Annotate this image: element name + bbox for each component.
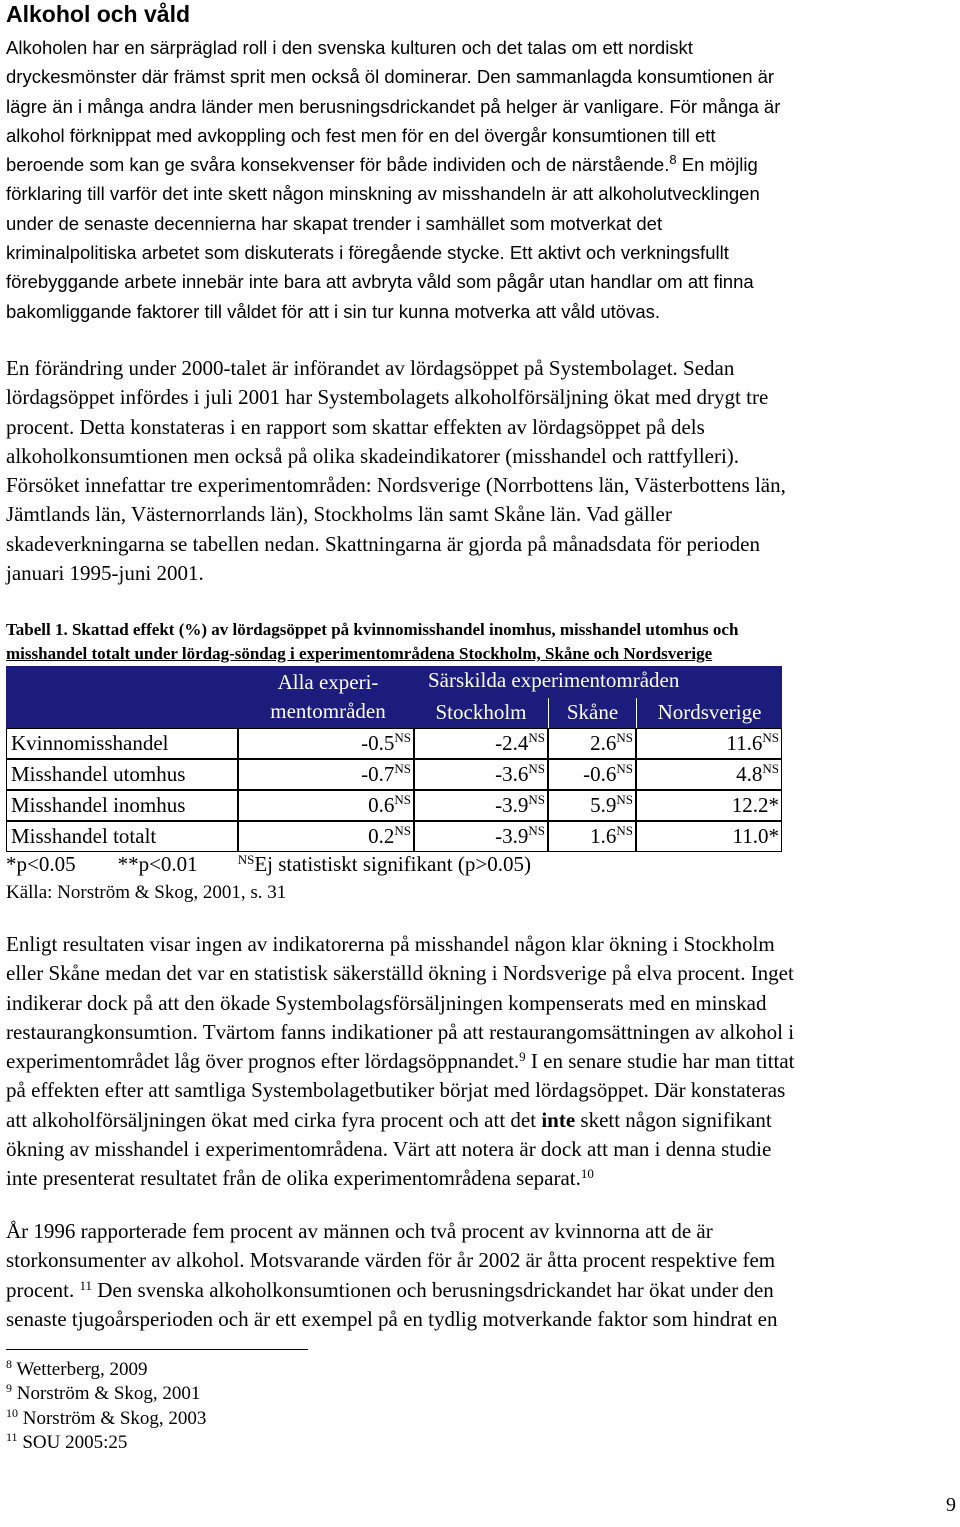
text-span: I en senare studie har man tittat [525,1049,795,1074]
ns-mark: NS [616,792,633,807]
text-line: på effekten efter att samtliga Systembolagetbutiker börjat med lördagsöppet. Där konstateras [6,1078,786,1103]
ns-mark: NS [616,730,633,745]
value-number: 1.6 [590,824,617,848]
text-line: senaste tjugoårsperioden och är ett exempel på en tydlig motverkande faktor som hindrat en [6,1306,778,1331]
footnote-ref-10: 10 [580,1166,594,1182]
value-all [238,790,414,821]
value-stockholm [414,759,548,790]
row-label: Kvinnomisshandel [6,728,238,759]
ns-mark: NS [394,730,411,745]
value-number: 5.9 [590,793,617,817]
paragraph-heavy-consumers [6,1217,956,1334]
paragraph-alcohol-culture [6,33,956,326]
header-skane: Skåne [548,698,636,728]
value-number: 0.2 [368,824,395,848]
text-line [6,1047,956,1076]
value-nordsverige [636,821,782,852]
footnote-ref-9: 9 [519,1049,526,1065]
header-blank-cell [6,666,242,728]
text-line: bakomliggande faktorer till våldet för att i sin tur kunna motverka att våld utövas. [6,300,660,322]
ns-mark: NS [528,792,545,807]
caption-line: misshandel totalt under lördag-söndag i experimentområdena Stockholm, Skåne och Nordsverige [6,644,713,663]
footnote-item [6,1382,206,1406]
value-number: 12.2* [731,793,779,817]
value-number: 4.8 [736,762,763,786]
row-label: Misshandel utomhus [6,759,238,790]
text-line: alkoholkonsumtionen men också på olika skadeindikatorer (misshandel och rattfylleri). [6,443,740,468]
ns-mark: NS [616,823,633,838]
ns-mark: NS [394,761,411,776]
value-number: -3.9 [495,824,529,848]
value-skane [548,759,636,790]
table-caption [6,618,738,666]
value-number: 0.6 [368,793,395,817]
value-number: -0.7 [361,762,395,786]
text-line: januari 1995-juni 2001. [6,561,204,586]
note-ns-sup: NS [237,852,255,867]
ns-mark: NS [394,792,411,807]
text-line: indikerar dock på att den ökade Systembolagsförsäljningen kompenserats med en minskad [6,990,767,1015]
text-span: beroende som kan ge svåra konsekvenser för både individen och de närstående. [6,154,670,176]
ns-mark: NS [762,730,779,745]
ns-mark: NS [528,823,545,838]
value-all [238,728,414,759]
significance-legend [6,850,531,879]
value-number: 11.0* [732,824,779,848]
value-number: -2.4 [495,731,529,755]
note-p01: **p<0.01 [117,852,198,876]
value-nordsverige [636,728,782,759]
header-stockholm: Stockholm [414,698,548,728]
text-line [6,1276,956,1305]
paragraph-saturday-opening [6,354,956,588]
footnote-text: Norström & Skog, 2001 [12,1383,201,1405]
value-stockholm [414,728,548,759]
text-line: skadeverkningarna se tabellen nedan. Skattningarna är gjorda på månadsdata för perioden [6,531,760,556]
value-skane [548,728,636,759]
ns-mark: NS [528,761,545,776]
footnote-divider [6,1349,308,1350]
footnote-number: 10 [6,1405,18,1420]
page-number: 9 [946,1494,956,1516]
text-line: eller Skåne medan det var en statistisk säkerställd ökning i Nordsverige på elva procent. Inget [6,961,794,986]
text-line: restaurangkonsumtion. Tvärtom fanns indikationer på att restaurangomsättningen av alkohol i [6,1019,795,1044]
value-skane [548,821,636,852]
value-stockholm [414,790,548,821]
text-line: Försöket innefattar tre experimentområden: Nordsverige (Norrbottens län, Västerbottens län, [6,473,786,498]
text-line: Jämtlands län, Västernorrlands län), Stockholms län samt Skåne län. Vad gäller [6,502,672,527]
value-number: 11.6 [726,731,763,755]
text-line: förebyggande arbete innebär inte bara att avbryta våld som pågår utan handlar om att finna [6,271,754,293]
row-label: Misshandel inomhus [6,790,238,821]
footnote-text: Norström & Skog, 2003 [18,1407,207,1429]
text-line: dryckesmönster där främst sprit men också öl dominerar. Den sammanlagda konsumtionen är [6,66,775,88]
text-line: lägre än i många andra länder men berusningsdrickandet på helger är vanligare. För många är [6,95,781,117]
text-span: experimentområdet låg över prognos efter lördagsöppnandet. [6,1049,520,1074]
footnote-ref-11: 11 [79,1277,93,1293]
value-all [238,821,414,852]
value-number: -3.9 [495,793,529,817]
text-line: storkonsumenter av alkohol. Motsvarande värden för år 2002 är åtta procent respektive fem [6,1248,776,1273]
note-p05: *p<0.05 [6,852,76,876]
header-all-line2: mentområden [270,699,386,723]
footnote-ref-8: 8 [669,152,677,168]
text-span: skett någon signifikant [575,1107,772,1132]
header-all-line1: Alla experi- [277,670,379,694]
value-stockholm [414,821,548,852]
ns-mark: NS [616,761,633,776]
value-all [238,759,414,790]
emphasis-inte: inte [541,1107,576,1132]
caption-line: Tabell 1. Skattad effekt (%) av lördagsöppet på kvinnomisshandel inomhus, misshandel utomhus och [6,620,739,639]
paragraph-results [6,930,956,1194]
text-line: kriminalpolitiska arbetet som diskuterats i föregående stycke. Ett aktivt och verkningsfullt [6,242,729,264]
value-nordsverige [636,759,782,790]
footnote-item [6,1407,206,1431]
text-line: Alkoholen har en särpräglad roll i den svenska kulturen och det talas om ett nordiskt [6,37,693,58]
text-line: År 1996 rapporterade fem procent av männen och två procent av kvinnorna att de är [6,1219,713,1243]
header-nordsverige: Nordsverige [636,698,782,728]
section-heading: Alkohol och våld [6,1,191,27]
header-all-areas [242,666,414,728]
text-line: En förändring under 2000-talet är införandet av lördagsöppet på Systembolaget. Sedan [6,356,735,380]
value-number: -3.6 [495,762,529,786]
footnote-text: Wetterberg, 2009 [12,1359,148,1380]
text-span: procent. [6,1277,80,1302]
value-number: -0.5 [361,731,395,755]
table-notes [6,850,531,907]
value-nordsverige [636,790,782,821]
text-line: alkohol förknippat med avkoppling och fest men för en del övergår konsumtionen till ett [6,124,716,146]
text-line: procent. Detta konstateras i en rapport som skattar effekten av lördagsöppet på dels [6,414,705,439]
text-span: inte presenterat resultatet från de olika experimentområdena separat. [6,1166,581,1191]
text-line [6,1106,956,1135]
value-number: 2.6 [590,731,617,755]
value-skane [548,790,636,821]
text-line [6,1164,956,1193]
value-number: -0.6 [583,762,617,786]
row-label: Misshandel totalt [6,821,238,852]
footnote-text: SOU 2005:25 [17,1431,128,1453]
ns-mark: NS [528,730,545,745]
footnotes [6,1358,206,1455]
text-span: En möjlig [676,154,758,176]
text-line: lördagsöppet infördes i juli 2001 har Systembolagets alkoholförsäljning ökat med drygt tre [6,385,769,410]
table-source: Källa: Norström & Skog, 2001, s. 31 [6,882,287,903]
footnote-number: 11 [6,1429,18,1444]
effects-table [6,666,782,851]
text-line: förklaring till varför det inte skett någon minskning av misshandeln är att alkoholutvecklingen [6,183,760,205]
footnote-number: 8 [6,1357,12,1371]
text-line: under de senaste decennierna har skapat trender i samhället som motverkat det [6,212,663,234]
note-ns-text: Ej statistiskt signifikant (p>0.05) [254,852,531,876]
text-line: Enligt resultaten visar ingen av indikatorerna på misshandel någon klar ökning i Stockholm [6,932,775,956]
ns-mark: NS [394,823,411,838]
header-special-areas: Särskilda experimentområden [414,666,782,698]
ns-mark: NS [762,761,779,776]
footnote-item [6,1358,206,1382]
text-span: att alkoholförsäljningen ökat med cirka fyra procent och att det [6,1107,542,1132]
text-span: Den svenska alkoholkonsumtionen och berusningsdrickandet har ökat under den [92,1277,774,1302]
footnote-number: 9 [6,1381,12,1396]
text-line [6,150,956,179]
text-line: ökning av misshandel i experimentområdena. Värt att notera är dock att man i denna studie [6,1137,772,1162]
footnote-item [6,1431,206,1455]
